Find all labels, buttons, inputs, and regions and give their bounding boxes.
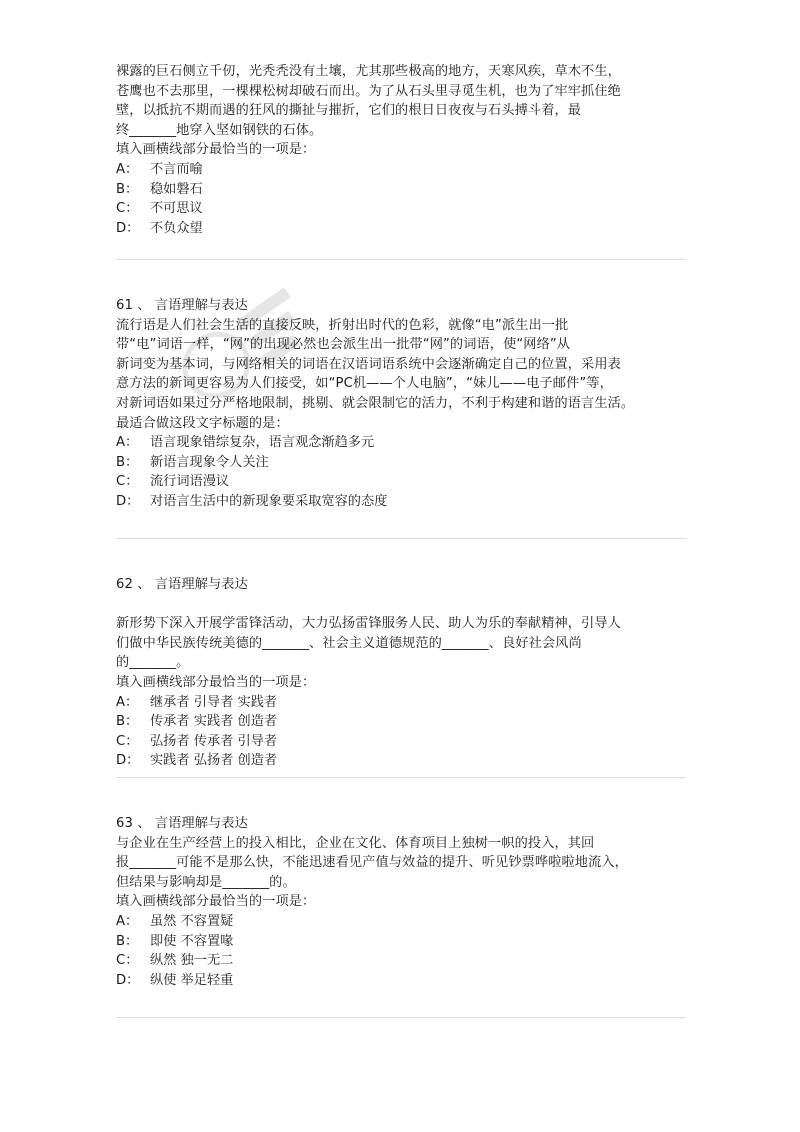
- option-a: A： 不言而喻: [116, 161, 203, 177]
- passage-line: 终_______地穿入坚如钢铁的石体。: [116, 122, 323, 138]
- passage-line: 但结果与影响却是_______的。: [116, 874, 296, 890]
- question-60-tail: [116, 62, 686, 238]
- passage-line: 流行语是人们社会生活的直接反映，折射出时代的色彩，就像“电”派生出一批: [116, 317, 569, 333]
- option-d: D： 实践者 弘扬者 创造者: [116, 753, 278, 769]
- question-divider: [116, 538, 686, 539]
- option-d: D： 对语言生活中的新现象要采取宽容的态度: [116, 493, 388, 509]
- question-prompt: 填入画横线部分最恰当的一项是：: [116, 894, 316, 910]
- question-prompt: 最适合做这段文字标题的是：: [116, 415, 289, 431]
- option-a: A： 虽然 不容置疑: [116, 913, 234, 929]
- passage-line: 们做中华民族传统美德的_______、社会主义道德规范的_______、良好社会风尚: [116, 635, 582, 651]
- question-62: [116, 575, 686, 771]
- passage-line: 对新词语如果过分严格地限制，挑剔、就会限制它的活力，不利于构建和谐的语言生活。: [116, 395, 635, 411]
- question-header: 61 、 言语理解与表达: [116, 298, 248, 313]
- option-c: C： 流行词语漫议: [116, 474, 230, 490]
- question-header: 63 、 言语理解与表达: [116, 816, 248, 831]
- option-c: C： 弘扬者 传承者 引导者: [116, 733, 278, 749]
- question-prompt: 填入画横线部分最恰当的一项是：: [116, 142, 316, 158]
- question-prompt: 填入画横线部分最恰当的一项是：: [116, 674, 316, 690]
- option-d: D： 纵使 举足轻重: [116, 972, 234, 988]
- question-divider: [116, 259, 686, 260]
- option-b: B： 新语言现象令人关注: [116, 454, 269, 470]
- passage-line: 报_______可能不是那么快，不能迅速看见产值与效益的提升、听见钞票哗啦啦地流入，: [116, 855, 628, 871]
- passage-line: 新词变为基本词，与网络相关的词语在汉语词语系统中会逐渐确定自己的位置，采用表: [116, 356, 621, 372]
- passage-line: 裸露的巨石侧立千仞，光秃秃没有土壤，尤其那些极高的地方，天寒风疾，草木不生，: [116, 64, 621, 79]
- option-b: B： 稳如磐石: [116, 181, 203, 197]
- question-divider: [116, 777, 686, 778]
- question-61: [116, 296, 686, 512]
- passage-line: 与企业在生产经营上的投入相比，企业在文化、体育项目上独树一帜的投入，其回: [116, 835, 595, 851]
- passage-line: 壁，以抵抗不期而遇的狂风的撕扯与摧折，它们的根日日夜夜与石头搏斗着，最: [116, 103, 582, 119]
- option-b: B： 即使 不容置喙: [116, 933, 234, 949]
- option-a: A： 继承者 引导者 实践者: [116, 694, 278, 710]
- question-63: [116, 814, 686, 990]
- passage-line: 带“电”词语一样，“网”的出现必然也会派生出一批带“网”的词语，使“网络”从: [116, 337, 571, 353]
- option-d: D： 不负众望: [116, 220, 203, 236]
- option-a: A： 语言现象错综复杂，语言观念渐趋多元: [116, 435, 375, 451]
- passage-line: 意方法的新词更容易为人们接受，如“PC机——个人电脑”，“妹儿——电子邮件”等，: [116, 376, 613, 392]
- option-c: C： 不可思议: [116, 201, 203, 217]
- passage-line: 新形势下深入开展学雷锋活动，大力弘扬雷锋服务人民、助人为乐的奉献精神，引导人: [116, 616, 621, 632]
- question-header: 62 、 言语理解与表达: [116, 577, 248, 592]
- option-b: B： 传承者 实践者 创造者: [116, 714, 278, 730]
- option-c: C： 纵然 独一无二: [116, 953, 234, 969]
- question-divider: [116, 1017, 686, 1018]
- passage-line: 苍鹰也不去那里，一棵棵松树却破石而出。为了从石头里寻觅生机，也为了牢牢抓住绝: [116, 83, 621, 99]
- passage-line: 的_______。: [116, 655, 190, 671]
